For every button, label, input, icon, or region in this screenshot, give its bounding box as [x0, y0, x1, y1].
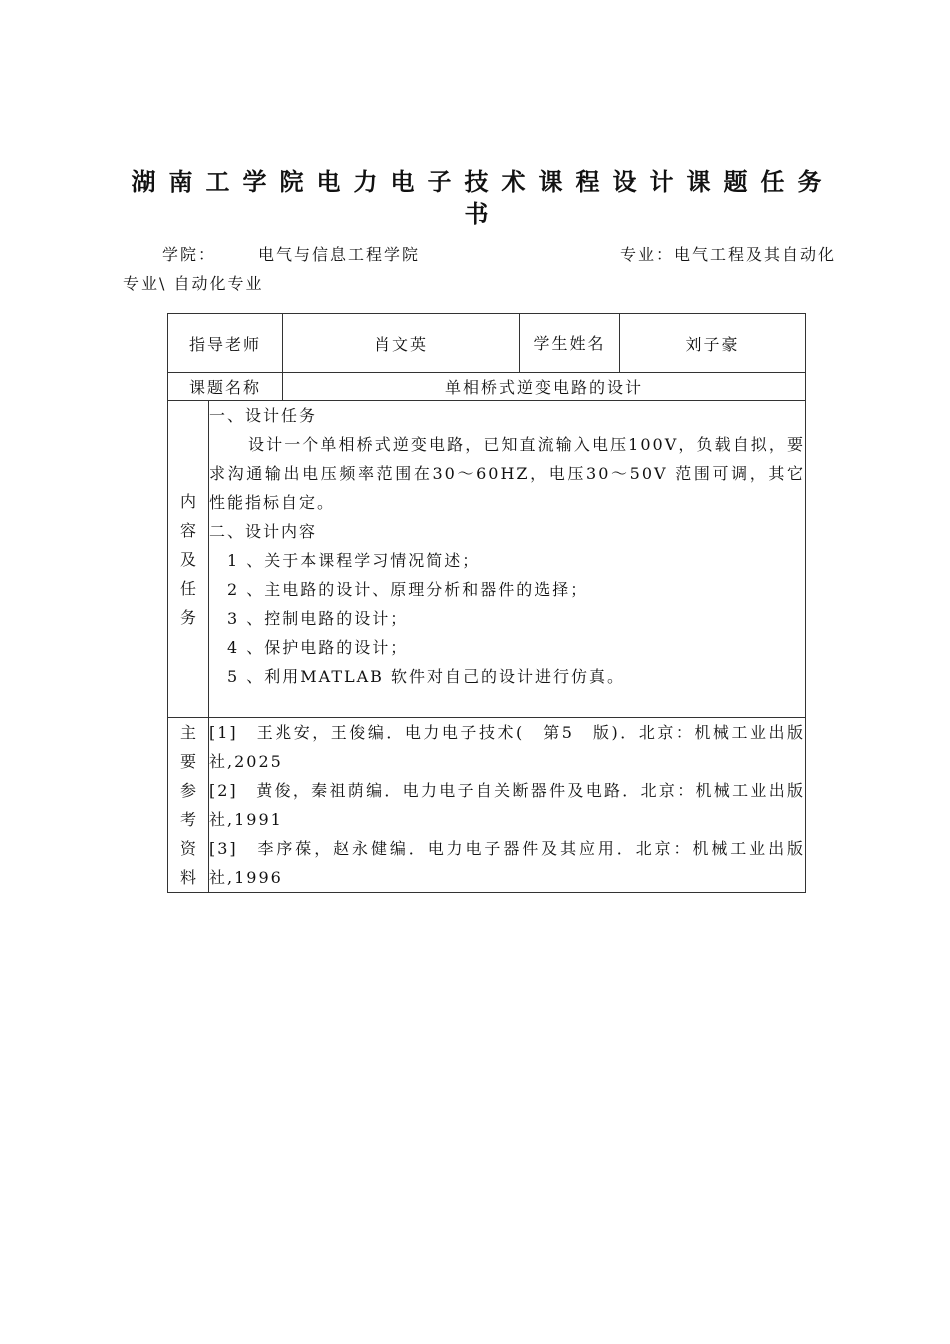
- school-value: 电气与信息工程学院: [258, 245, 421, 264]
- refs-label: 主要参考资料: [179, 723, 196, 887]
- table-row-advisor: [168, 314, 806, 373]
- reference-item: [1] 王兆安，王俊编．电力电子技术( 第5 版)．北京：机械工业出版社,2025: [209, 723, 806, 771]
- reference-item: [3] 李序葆，赵永健编．电力电子器件及其应用．北京：机械工业出版社,1996: [209, 839, 806, 887]
- refs-label-cell: [168, 718, 209, 893]
- student-label: 学生姓名: [533, 333, 606, 353]
- table-row-topic: [168, 373, 806, 401]
- list-item: 2 、主电路的设计、原理分析和器件的选择；: [227, 580, 589, 599]
- advisor-label: 指导老师: [168, 314, 283, 373]
- table-row-content: [168, 401, 806, 718]
- section1-title: 一、设计任务: [209, 406, 318, 425]
- major-text-continued: 专业\ 自动化专业: [123, 274, 264, 293]
- topic-label: 课题名称: [168, 373, 283, 401]
- table-row-references: [168, 718, 806, 893]
- content-label-cell: [168, 401, 209, 718]
- major-text: 专业：电气工程及其自动化: [620, 245, 837, 264]
- student-name: 刘子豪: [620, 314, 806, 373]
- reference-item: [2] 黄俊，秦祖荫编．电力电子自关断器件及电路．北京：机械工业出版社,1991: [209, 781, 806, 829]
- list-item: 4 、保护电路的设计；: [227, 638, 409, 657]
- list-item: 5 、利用MATLAB 软件对自己的设计进行仿真。: [227, 667, 626, 686]
- student-label-cell: [520, 314, 620, 373]
- content-label: 内容及任务: [179, 491, 196, 627]
- document-title: 湖南工学院电力电子技术课程设计课题任务书: [131, 167, 835, 228]
- list-item: 3 、控制电路的设计；: [227, 609, 409, 628]
- content-body: [209, 401, 806, 718]
- section1-text: 设计一个单相桥式逆变电路，已知直流输入电压100V，负载自拟，要求沟通输出电压频率范围在30～60HZ，电压30～50V 范围可调，其它性能指标自定。: [209, 435, 806, 512]
- topic-value: 单相桥式逆变电路的设计: [283, 373, 806, 401]
- task-table: [167, 313, 806, 893]
- school-label: 学院：: [162, 245, 217, 264]
- refs-body: [209, 718, 806, 893]
- advisor-name: 肖文英: [283, 314, 520, 373]
- section2-title: 二、设计内容: [209, 522, 318, 541]
- list-item: 1 、关于本课程学习情况简述；: [227, 551, 481, 570]
